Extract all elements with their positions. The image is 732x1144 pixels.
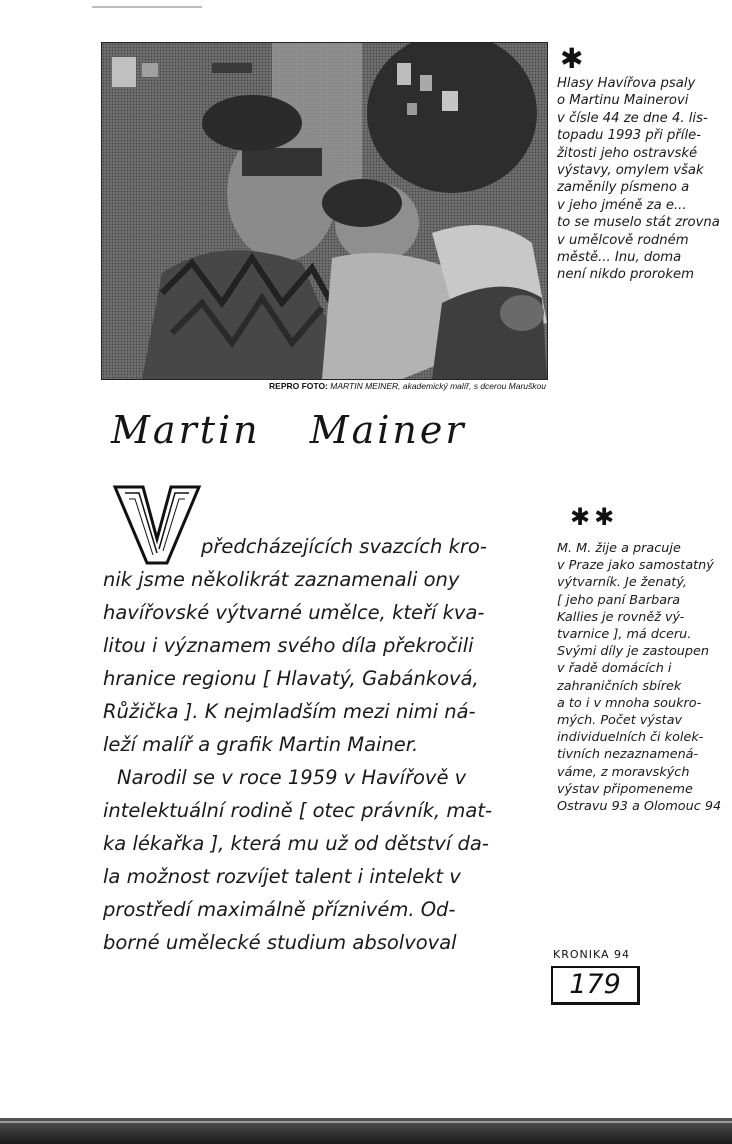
footnote-line: výtvarník. Je ženatý, (557, 575, 687, 591)
footnote-line: v umělcově rodném (557, 232, 689, 248)
footnote-line: tivních nezaznamená- (557, 747, 699, 763)
caption-text: MARTIN MEINER, akademický malíř, s dcerou Maruškou (330, 381, 546, 391)
newspaper-photo (101, 42, 548, 380)
footnote-line: individuelních či kolek- (557, 730, 704, 746)
footnote-line: o Martinu Mainerovi (557, 93, 689, 109)
body-line: litou i významem svého díla překročili (103, 634, 474, 657)
body-line: intelektuální rodině [ otec právník, mat- (103, 799, 493, 822)
footnote-line: M. M. žije a pracuje (557, 541, 681, 556)
footnote-line: zahraničních sbírek (557, 678, 682, 694)
body-line: předcházejících svazcích kro- (201, 535, 487, 558)
footnote-line: tvarnice ], má dceru. (557, 627, 692, 643)
footnote-line: Svými díly je zastoupen (557, 644, 710, 660)
footnote-line: v řadě domácích i (557, 661, 672, 677)
footnote-line: [ jeho paní Barbara (557, 592, 681, 608)
body-line: borné umělecké studium absolvoval (103, 931, 457, 954)
caption-prefix: REPRO FOTO: (269, 381, 328, 391)
footnote-line: výstav připomeneme (557, 781, 693, 797)
footnote-2-marker: ✱✱ (570, 503, 619, 531)
body-line: hranice regionu [ Hlavatý, Gabánková, (103, 667, 479, 690)
footnote-line: to se muselo stát zrovna (557, 215, 720, 231)
footnote-line: v Praze jako samostatný (557, 558, 714, 574)
footnote-line: výstavy, omylem však (557, 163, 704, 179)
body-line: Růžička ]. K nejmladším mezi nimi ná- (103, 700, 476, 723)
footnote-line: Hlasy Havířova psaly (557, 76, 696, 91)
body-line: havířovské výtvarné umělce, kteří kva- (103, 601, 485, 624)
footnote-line: v čísle 44 ze dne 4. lis- (557, 110, 708, 126)
footnote-line: Kallies je rovněž vý- (557, 609, 685, 625)
footnote-line: mých. Počet výstav (557, 713, 683, 729)
body-line: prostředí maximálně příznivém. Od- (103, 898, 456, 921)
body-line: la možnost rozvíjet talent i intelekt v (103, 865, 461, 888)
footnote-line: váme, z moravských (557, 764, 690, 780)
footnote-line: žitosti jeho ostravské (557, 145, 698, 161)
scan-edge-top (92, 6, 202, 8)
drop-cap-letter: V (156, 543, 158, 544)
footnote-line: zaměnily písmeno a (557, 180, 690, 196)
footnote-line: není nikdo prorokem (557, 267, 694, 283)
article-body (103, 530, 553, 959)
body-line: leží malíř a grafik Martin Mainer. (103, 733, 419, 756)
footnote-line: a to i v mnoha soukro- (557, 695, 702, 711)
page-number: 179 (551, 966, 640, 1005)
footnote-1 (557, 75, 729, 284)
body-line: nik jsme několikrát zaznamenali ony (103, 568, 460, 591)
footnote-1-marker: ✱ (560, 42, 584, 75)
footnote-line: v jeho jméně za e... (557, 197, 687, 213)
footnote-line: městě... Inu, doma (557, 250, 682, 266)
page-title: Martin Mainer (111, 408, 467, 452)
footnote-line: topadu 1993 při příle- (557, 128, 702, 144)
photo-caption (101, 381, 546, 395)
footnote-2 (557, 540, 729, 815)
body-line: ka lékařka ], která mu už od dětství da- (103, 832, 489, 855)
body-line: Narodil se v roce 1959 v Havířově v (117, 766, 467, 789)
scan-edge-bottom (0, 1118, 732, 1144)
footnote-line: Ostravu 93 a Olomouc 94 (557, 799, 722, 815)
chronicle-label: KRONIKA 94 (553, 948, 631, 961)
